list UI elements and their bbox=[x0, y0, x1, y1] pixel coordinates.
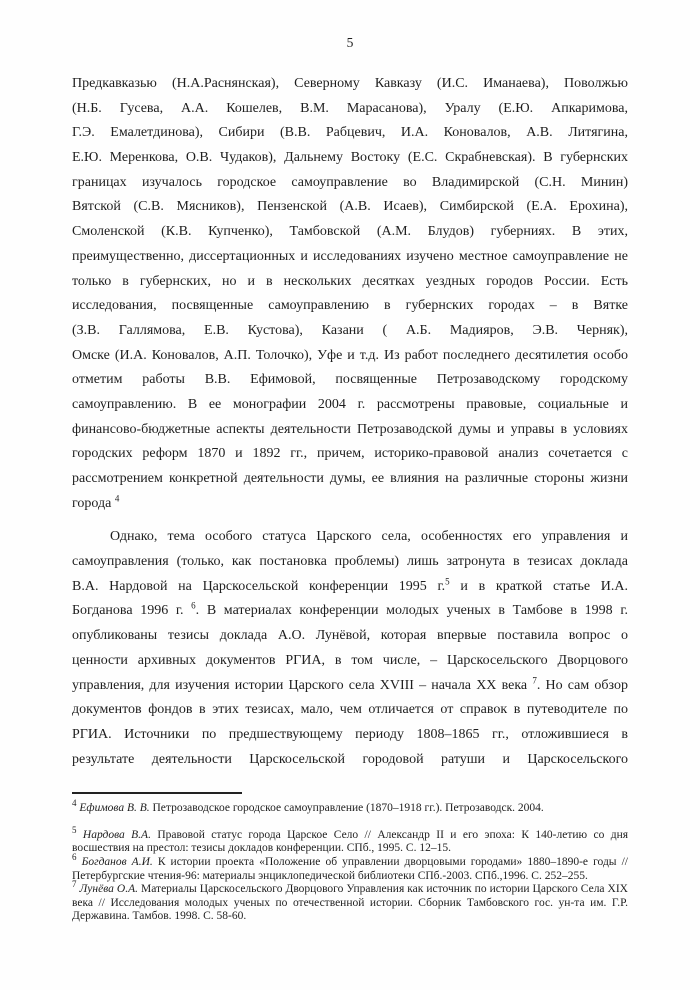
text-line-content: преимущественно, диссертационных и исследованиях изучено местное самоуправление не bbox=[72, 248, 628, 264]
text-line-content: РГИА. Источники по предшествующему периоду 1808–1865 гг., отложившиеся в bbox=[72, 726, 628, 742]
text-line-content: опубликованы тезисы доклада А.О. Лунёвой, которая впервые поставила вопрос о bbox=[72, 628, 628, 644]
footnote-marker: 7 bbox=[72, 879, 77, 890]
text-line bbox=[72, 146, 628, 171]
footnote-marker: 4 bbox=[72, 798, 77, 809]
text-line bbox=[72, 649, 628, 674]
text-line bbox=[72, 492, 628, 517]
footnote-ref: 5 bbox=[445, 576, 450, 587]
footnote-ref: 6 bbox=[191, 600, 196, 611]
text-line-content: исследования, посвященные самоуправлению в губернских городах – в Вятке bbox=[72, 298, 628, 314]
text-line-content: рассмотрением конкретной деятельности думы, ее влияния на различные стороны жизни bbox=[72, 471, 628, 486]
text-line bbox=[72, 467, 628, 492]
footnote-marker: 5 bbox=[72, 825, 77, 836]
text-line bbox=[72, 525, 628, 550]
body-text bbox=[72, 72, 628, 772]
text-line-content: Смоленской (К.В. Купченко), Тамбовской (А.М. Блудов) губерниях. В этих, bbox=[72, 224, 628, 240]
footnote-text: К истории проекта «Положение об управлении дворцовыми городами» 1880–1890-е годы // Петербургские чтения-96: материалы энциклопедической библиотеки СПб.-2003. СПб.,1996. С. 252–255. bbox=[72, 856, 628, 882]
paragraph bbox=[72, 72, 628, 516]
footnote-ref: 7 bbox=[532, 674, 537, 685]
footnote bbox=[72, 825, 629, 856]
text-line-content: отметим работы В.В. Ефимовой, посвященные Петрозаводскому городскому bbox=[72, 372, 628, 388]
text-line-content: Богданова 1996 г. $^6$. В материалах конференции молодых ученых в Тамбове в 1998 г. bbox=[72, 600, 628, 619]
footnote-marker: 6 bbox=[72, 852, 77, 863]
footnote-text: Правовой статус города Царское Село // Александр II и его эпоха: К 140-летию со дня восшествия на престол: тезисы докладов конференции. СПб., 1995. С. 12–15. bbox=[72, 828, 629, 855]
text-line-content: документов фондов в этих тезисах, мало, чем отличается от справок в путеводителе по bbox=[72, 702, 628, 718]
footnote-separator bbox=[72, 792, 242, 794]
footnote-author: Богданов А.И. bbox=[76, 856, 158, 869]
text-line-content: самоуправлению. В ее монографии 2004 г. рассмотрены правовые, социальные и bbox=[72, 396, 628, 412]
text-line bbox=[72, 220, 628, 245]
text-line-content: Г.Э. Емалетдинова), Сибири (В.В. Рабцевич, И.А. Коновалов, А.В. Литягина, bbox=[72, 125, 628, 141]
text-line-content: (Н.Б. Гусева, А.А. Кошелев, В.М. Марасанова), Уралу (Е.Ю. Апкаримова, bbox=[72, 100, 628, 116]
text-line bbox=[72, 442, 628, 467]
text-line-content: Предкавказью (Н.А.Раснянская), Северному Кавказу (И.С. Иманаева), Поволжью bbox=[72, 76, 628, 91]
text-line bbox=[72, 599, 628, 624]
text-line-content: ценности архивных документов РГИА, в том числе, – Царскосельского Дворцового bbox=[72, 652, 628, 668]
text-line-content: Однако, тема особого статуса Царского села, особенностях его управления и bbox=[110, 529, 628, 545]
text-line bbox=[72, 121, 628, 146]
text-line bbox=[72, 195, 628, 220]
footnote-author: Нардова В.А. bbox=[76, 828, 158, 841]
text-line-content: городских реформ 1870 и 1892 гг., причем, историко-правовой анализ сочетается с bbox=[72, 446, 628, 462]
footnote bbox=[72, 798, 628, 816]
page-number: 5 bbox=[346, 35, 354, 50]
footnote-text: Материалы Царскосельского Дворцового Управления как источник по истории Царского Села XIX века // Исследования молодых ученых по отечественной истории. Сборник Тамбовского гос. ун-та им. Г.Р. Державина. Тамбов. 1998. С. 58-60. bbox=[72, 883, 628, 923]
text-line bbox=[72, 97, 628, 122]
text-line bbox=[72, 270, 628, 295]
text-line-content: Вятской (С.В. Мясников), Пензенской (А.В. Исаев), Симбирской (Е.А. Ерохина), bbox=[72, 199, 628, 215]
footnotes-section bbox=[72, 798, 629, 924]
text-line bbox=[72, 418, 628, 443]
text-line bbox=[72, 698, 628, 723]
footnote bbox=[72, 852, 628, 883]
text-line-content: Омске (И.А. Коновалов, А.П. Толочко), Уфе и т.д. Из работ последнего десятилетия особо bbox=[72, 347, 628, 363]
text-line-content: управления, для изучения истории Царского села XVIII – начала XX века $^7$. Но сам обзор bbox=[72, 674, 629, 693]
text-line-content: границах изучалось городское самоуправление во Владимирской (С.Н. Минин) bbox=[72, 174, 628, 190]
text-line-content: результате деятельности Царскосельской городовой ратуши и Царскосельского bbox=[72, 751, 628, 767]
text-line bbox=[72, 294, 628, 319]
text-line bbox=[72, 748, 628, 773]
text-line bbox=[72, 674, 628, 699]
text-line bbox=[72, 319, 628, 344]
text-line bbox=[72, 344, 628, 369]
text-line bbox=[72, 72, 628, 97]
text-line bbox=[72, 171, 628, 196]
footnote bbox=[72, 879, 628, 924]
text-line bbox=[72, 575, 628, 600]
text-line-content: только в губернских, но и в нескольких десятках уездных городов России. Есть bbox=[72, 273, 628, 289]
text-line-content: (З.В. Галлямова, Е.В. Кустова), Казани ( А.Б. Мадияров, Э.В. Черняк), bbox=[72, 322, 628, 338]
paragraph bbox=[72, 525, 628, 772]
text-line-content: Е.Ю. Меренкова, О.В. Чудаков), Дальнему Востоку (Е.С. Скрабневская). В губернских bbox=[72, 150, 628, 166]
text-line-content: В.А. Нардовой на Царскосельской конференции 1995 г.$^5$ и в краткой статье И.А. bbox=[72, 576, 628, 594]
text-line bbox=[72, 393, 628, 418]
text-line-content: самоуправления (только, как постановка проблемы) лишь затронута в тезисах доклада bbox=[72, 554, 628, 570]
text-line bbox=[72, 245, 628, 270]
text-line bbox=[72, 368, 628, 393]
footnote-text: Петрозаводское городское самоуправление (1870–1918 гг.). Петрозаводск. 2004. bbox=[152, 802, 544, 815]
text-line bbox=[72, 723, 628, 748]
text-line-content: города $^4$ bbox=[72, 493, 120, 511]
footnote-author: Ефимова В. В. bbox=[76, 802, 153, 815]
text-line-content: финансово-бюджетные аспекты деятельности Петрозаводской думы и управы в условиях bbox=[72, 421, 628, 437]
footnote-author: Лунёва О.А. bbox=[76, 883, 142, 896]
text-line bbox=[72, 550, 628, 575]
text-line bbox=[72, 624, 628, 649]
footnote-ref: 4 bbox=[114, 493, 120, 504]
